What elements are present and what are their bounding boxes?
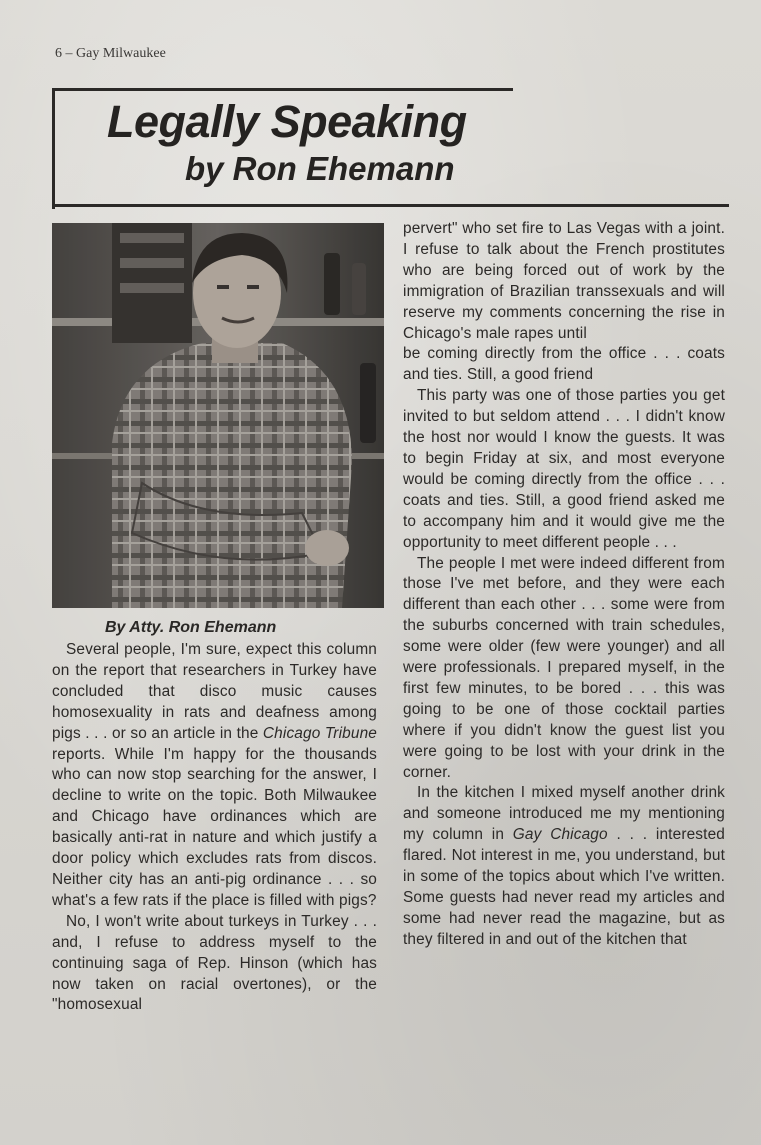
article-paragraph: The people I met were indeed different from those I've met before, and they were each different than each other . . . some were from the suburbs concerned with train schedules, some were older (few were younger) and all were professionals. I prepared myself, in the first few minutes, to be bored . . . this was going to be one of those cocktail parties where if you didn't know the guest list you were going to be lost with your drink in the corner. xyxy=(403,554,725,781)
paragraph-text: Several people, I'm sure, expect this column on the report that researchers in Turkey have concluded that disco music causes homosexuality in rats and deafness among pigs . . . or so an article in the xyxy=(52,641,377,742)
author-portrait-photo xyxy=(52,223,384,608)
article-paragraph: pervert" who set fire to Las Vegas with a joint. I refuse to talk about the French prostitutes who are being forced out of work by the immigration of Brazilian transsexuals and will reserve my comments concerning the rise in Chicago's male rapes until xyxy=(403,220,725,342)
paragraph-text: . . . interested flared. Not interest in me, you understand, but in some of the topics about which I've written. Some guests had never read my articles and some had never read the magazine, but as they filtered in and out of the kitchen that xyxy=(403,826,725,948)
article-misprint-line: be coming directly from the office . . . coats and ties. Still, a good friend xyxy=(403,345,725,384)
headline-rule xyxy=(52,204,729,207)
paragraph-text: reports. While I'm happy for the thousands who can now stop searching for the answer, I decline to write on the topic. Both Milwaukee and Chicago have ordinances which are basically anti-rat in nature and which justify a door policy which excludes rats from discos. Neither city has an anti-pig ordinance . . . so what's a few rats if the place is filled with pigs? xyxy=(52,745,377,909)
article-column-right xyxy=(403,219,725,951)
portrait-photo-icon xyxy=(52,223,384,608)
column-byline: by Ron Ehemann xyxy=(185,150,455,187)
article-paragraph xyxy=(403,783,725,950)
article-paragraph xyxy=(52,640,377,912)
publication-name: Chicago Tribune xyxy=(262,724,377,742)
article-column-left xyxy=(52,640,377,1016)
article-paragraph: No, I won't write about turkeys in Turkey . . . and, I refuse to address myself to the continuing saga of Rep. Hinson (which has now taken on racial overtones), or the "homosexual xyxy=(52,912,377,1014)
publication-name: Gay Chicago xyxy=(512,826,608,844)
article-paragraph: This party was one of those parties you get invited to but seldom attend . . . I didn't know the host nor would I know the guests. It was to begin Friday at six, and most everyone would be coming directly from the office . . . coats and ties. Still, a good friend asked me to accompany him and it would give me the opportunity to meet different people . . . xyxy=(403,387,725,551)
page-folio: 6 – Gay Milwaukee xyxy=(55,46,166,61)
photo-credit: By Atty. Ron Ehemann xyxy=(105,619,277,636)
paragraph-text: In the kitchen I mixed myself another drink and someone introduced me my mentioning my column in xyxy=(403,784,725,844)
column-headline: Legally Speaking xyxy=(107,96,467,147)
